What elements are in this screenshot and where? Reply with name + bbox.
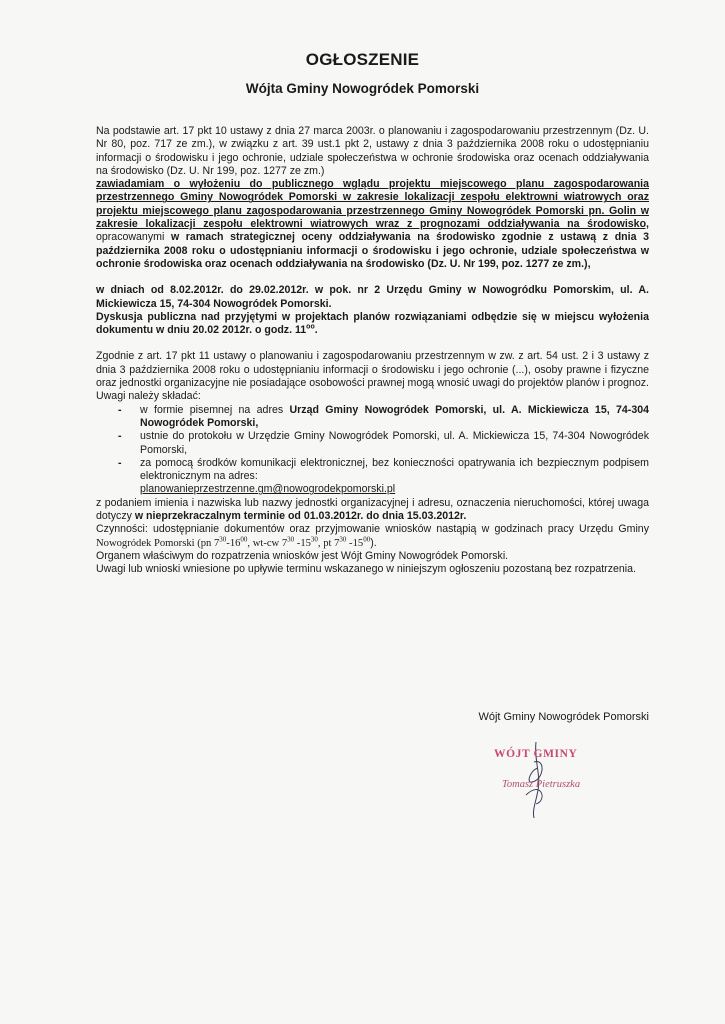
stamp-title: WÓJT GMINY bbox=[494, 748, 578, 760]
late-submissions-paragraph: Uwagi lub wnioski wniesione po upływie terminu wskazanego w niniejszym ogłoszeniu pozostaną bez rozpatrzenia. bbox=[96, 563, 636, 576]
hours-text: Czynności: udostępnianie dokumentów oraz przyjmowanie wniosków nastąpią w godzinach pracy Urzędu Gminy bbox=[96, 523, 649, 536]
deadline-bold: w nieprzekraczalnym terminie od 01.03.2012r. do dnia 15.03.2012r. bbox=[134, 510, 467, 523]
list-item bbox=[140, 457, 649, 497]
legal-basis-paragraph: Na podstawie art. 17 pkt 10 ustawy z dnia 27 marca 2003r. o planowaniu i zagospodarowaniu przestrzennym (Dz. U. Nr 80, poz. 717 ze zm.), w związku z art. 39 ust.1 pkt 2, ustawy z dnia 3 października 2008 roku o udostępnianiu informacji o środowisku i jego ochronie, udziale społeczeństwa w ochronie środowiska oraz ocenach oddziaływania na środowisko (Dz. U. Nr 199, poz. 1277 ze zm.) bbox=[96, 125, 649, 177]
discussion-time-sup: oo bbox=[306, 323, 315, 331]
document-body bbox=[96, 125, 649, 577]
announcement-plain: opracowanymi bbox=[96, 231, 165, 244]
signoff-line: Wójt Gminy Nowogródek Pomorski bbox=[478, 711, 649, 723]
remarks-paragraph: Zgodnie z art. 17 pkt 11 ustawy o planowaniu i zagospodarowaniu przestrzennym w zw. z art. 54 ust. 2 i 3 ustawy z dnia 3 października 2008 roku o udostępnianiu informacji o środowisku i jego ochronie (...), osoby prawne i fizyczne oraz jednostki organizacyjne nie posiadające osobowości prawnej mogą wnosić uwagi do projektów planów i prognoz. Uwagi należy składać: bbox=[96, 350, 649, 403]
discussion-paragraph bbox=[96, 311, 649, 338]
item3-text: za pomocą środków komunikacji elektronicznej, bez konieczności opatrywania ich bezpiecznym podpisem elektronicznym na adres: bbox=[140, 456, 649, 483]
list-item bbox=[140, 404, 649, 431]
hours-close: ). bbox=[370, 536, 377, 549]
hours-paragraph bbox=[96, 523, 649, 550]
discussion-end: . bbox=[314, 324, 318, 337]
list-item: - ustnie do protokołu w Urzędzie Gminy Nowogródek Pomorski, ul. A. Mickiewicza 15, 74-304 Nowogródek Pomorski, bbox=[140, 430, 649, 457]
stamp-name: Tomasz Pietruszka bbox=[502, 779, 581, 790]
item1-plain: w formie pisemnej na adres bbox=[140, 403, 290, 416]
official-stamp bbox=[486, 740, 626, 820]
announcement-underlined: zawiadamiam o wyłożeniu do publicznego wglądu projektu miejscowego planu zagospodarowania przestrzennego Gminy Nowogródek Pomorski w zakresie lokalizacji zespołu elektrowni wiatrowych oraz projektu miejscowego planu zagospodarowania przestrzennego Gminy Nowogródek Pomorski pn. Golin w zakresie lokalizacji zespołu elektrowni wiatrowych wraz z prognozami oddziaływania na środowisko, bbox=[96, 178, 649, 231]
announcement-bold: w ramach strategicznej oceny oddziaływania na środowisko zgodnie z ustawą z dnia 3 października 2008 roku o udostępnianiu informacji o środowisku i jego ochronie, udziale społeczeństwa w ochronie środowiska oraz ocenach oddziaływania na środowisko (Dz. U. Nr 199, poz. 1277 ze zm.), bbox=[96, 231, 649, 270]
deadline-paragraph bbox=[96, 497, 649, 524]
submission-methods-list bbox=[96, 404, 649, 497]
announcement-paragraph bbox=[96, 178, 649, 271]
authority-paragraph: Organem właściwym do rozpatrzenia wniosków jest Wójt Gminy Nowogródek Pomorski. bbox=[96, 549, 509, 562]
dates-paragraph: w dniach od 8.02.2012r. do 29.02.2012r. w pok. nr 2 Urzędu Gminy w Nowogródku Pomorskim, ul. A. Mickiewicza 15, 74-304 Nowogródek Pomorski. bbox=[96, 284, 649, 310]
hours-office-name: Nowogródek Pomorski bbox=[96, 537, 195, 549]
document-title: OGŁOSZENIE bbox=[305, 50, 420, 69]
item1-bold: Urząd Gminy Nowogródek Pomorski, ul. A. Mickiewicza 15, 74-304 Nowogródek Pomorski, bbox=[140, 403, 649, 429]
email-link[interactable]: planowanieprzestrzenne.gm@nowogrodekpomorski.pl bbox=[140, 483, 396, 496]
document-subtitle: Wójta Gminy Nowogródek Pomorski bbox=[245, 81, 480, 96]
hours-pn: (pn $7^{30}-16^{00}$, wt-cw $7^{30}$ $-15^{30}$, pt $7^{30}$ $-15^{00}$ bbox=[194, 535, 371, 549]
deadline-plain: z podaniem imienia i nazwiska lub nazwy jednostki organizacyjnej i adresu, oznaczenia nieruchomości, której uwaga dotyczy bbox=[96, 496, 649, 523]
discussion-text: Dyskusja publiczna nad przyjętymi w projektach planów rozwiązaniami odbędzie się w miejscu wyłożenia dokumentu w dniu 20.02 2012r. o godz. 11 bbox=[96, 310, 649, 337]
